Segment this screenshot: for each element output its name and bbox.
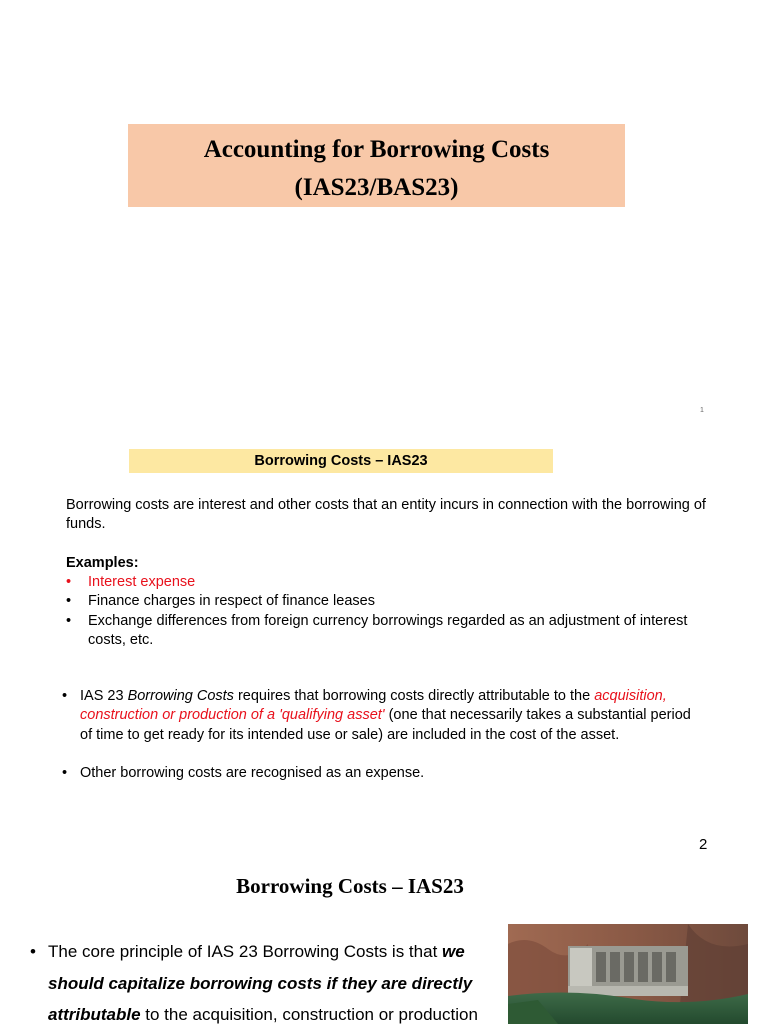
dam-photo <box>508 924 748 1024</box>
slide1-title <box>128 124 625 207</box>
slide2-header: Borrowing Costs – IAS23 <box>129 449 553 473</box>
bullet-icon: • <box>62 764 68 781</box>
slide1-page-number: 1 <box>700 407 704 414</box>
list-item <box>66 573 706 592</box>
borrowing-costs-definition: Borrowing costs are interest and other costs that an entity incurs in connection with the borrowing of funds. <box>66 497 706 533</box>
bullet-icon: • <box>66 593 72 610</box>
rules-list <box>62 687 702 783</box>
title-line-2: (IAS23/BAS23) <box>294 174 459 201</box>
bullet-icon: • <box>62 688 68 704</box>
bullet-icon: • <box>66 612 72 629</box>
core-principle-paragraph <box>30 936 500 1031</box>
bullet-icon: • <box>66 574 72 590</box>
para-suffix: to the acquisition, construction or production <box>140 1005 478 1024</box>
list-item <box>66 592 706 611</box>
rule-prefix: IAS 23 <box>80 688 128 704</box>
bullet-icon: • <box>30 942 36 961</box>
qualifying-asset-highlight: acquisition, construction or production of a 'qualifying asset' <box>80 688 667 724</box>
title-line-1: Accounting for Borrowing Costs <box>203 136 550 163</box>
rule-suffix: (one that necessarily takes a substantial period of time to get ready for its intended use or sale) are included in the cost of the asset. <box>80 707 691 743</box>
list-item <box>66 612 706 651</box>
examples-list <box>66 573 706 650</box>
example-text: Interest expense <box>88 574 196 590</box>
slide2-page-number: 2 <box>699 836 708 853</box>
list-item <box>62 764 702 783</box>
list-item <box>62 687 702 745</box>
example-text: Exchange differences from foreign currency borrowings regarded as an adjustment of interest costs, etc. <box>88 612 688 648</box>
rule-text: Other borrowing costs are recognised as an expense. <box>80 764 425 781</box>
slide3-title: Borrowing Costs – IAS23 <box>236 874 464 898</box>
para-emphasis: we should capitalize borrowing costs if they are directly attributable <box>48 942 473 1024</box>
examples-label: Examples: <box>66 555 139 571</box>
example-text: Finance charges in respect of finance leases <box>88 593 375 610</box>
para-prefix: The core principle of IAS 23 Borrowing Costs is that <box>48 942 443 961</box>
rule-middle: requires that borrowing costs directly attributable to the <box>233 688 595 704</box>
standard-name: Borrowing Costs <box>127 688 234 704</box>
